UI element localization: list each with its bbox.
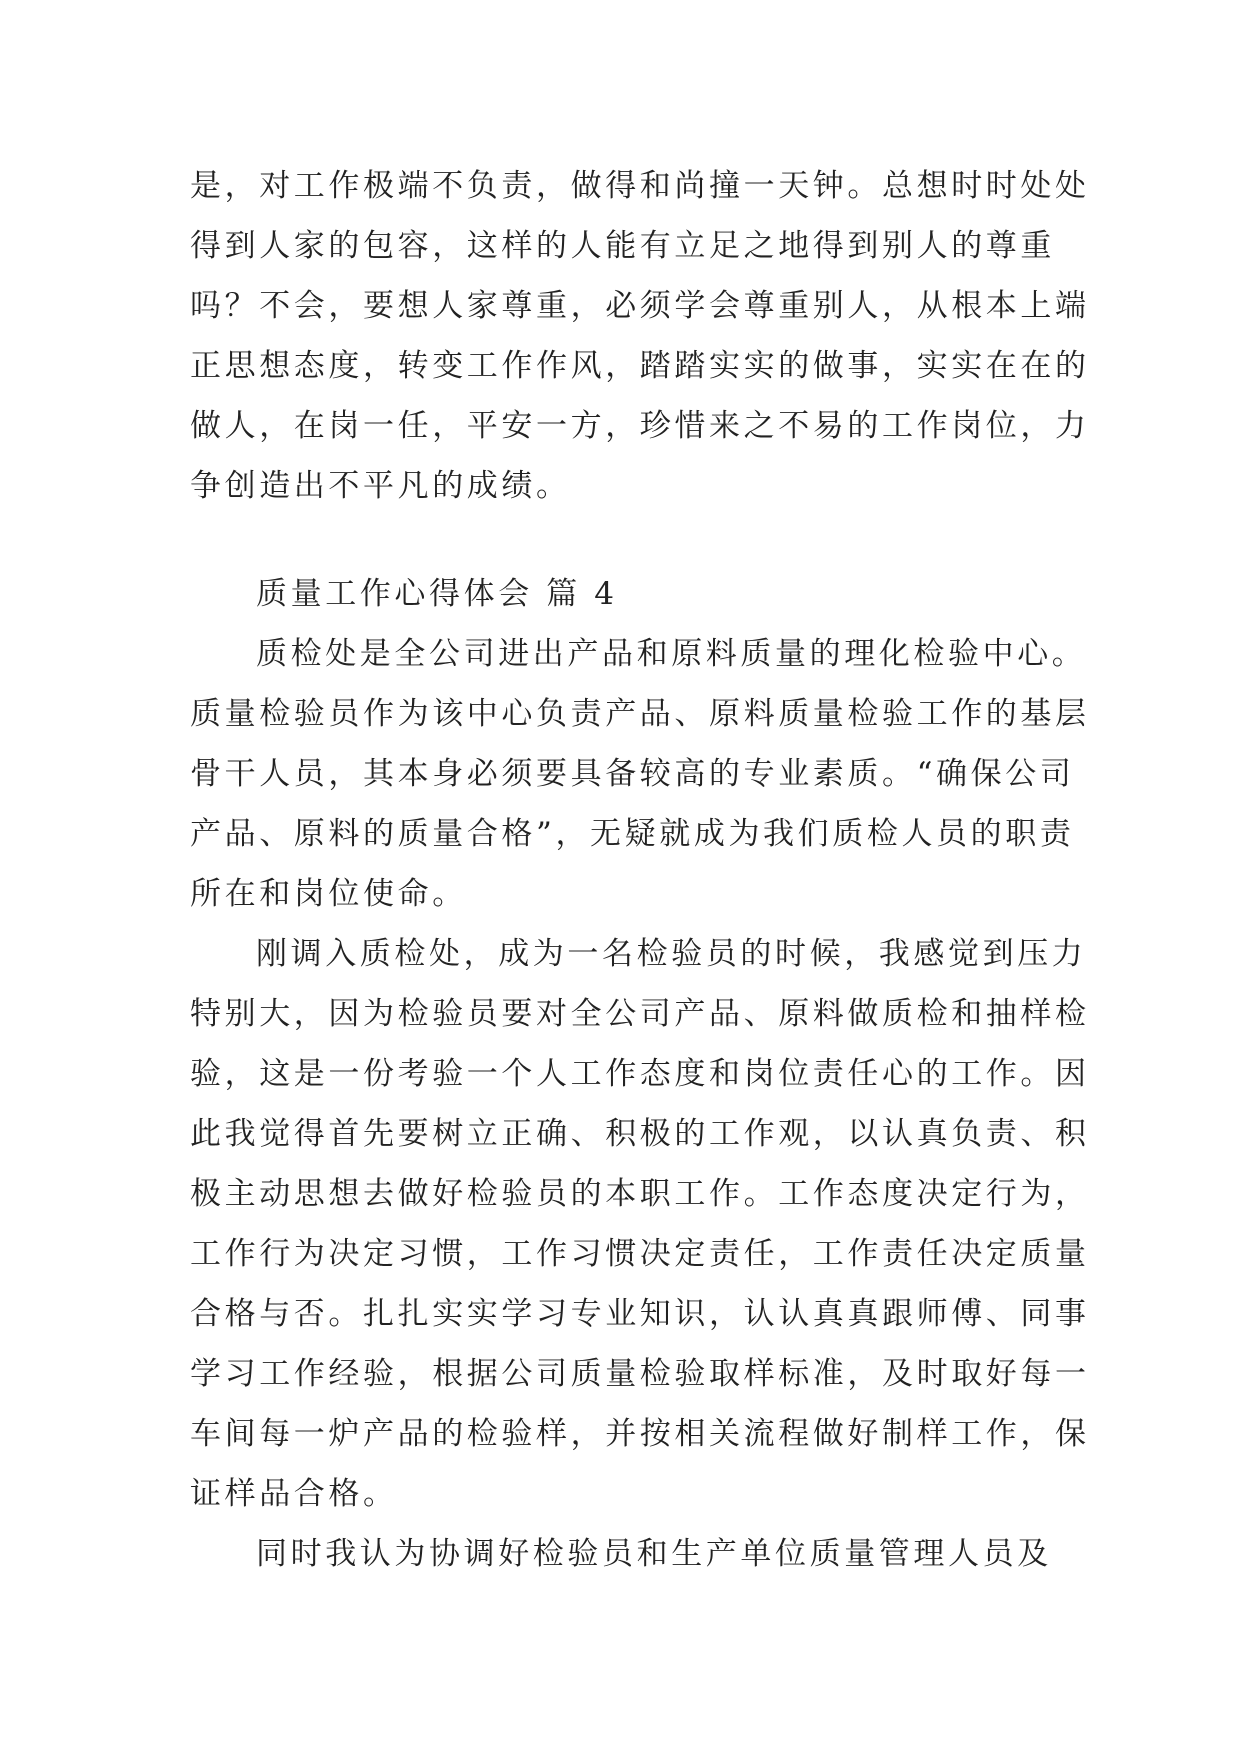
text-line: 所在和岗位使命。 (190, 876, 467, 912)
text-line: 证样品合格。 (190, 1476, 398, 1512)
text-line: 车间每一炉产品的检验样，并按相关流程做好制样工作，保 (190, 1416, 1090, 1452)
text-line: 产品、原料的质量合格”，无疑就成为我们质检人员的职责 (190, 816, 1075, 852)
text-line: 同时我认为协调好检验员和生产单位质量管理人员及 (256, 1536, 1052, 1572)
text-line: 得到人家的包容，这样的人能有立足之地得到别人的尊重 (190, 228, 1055, 264)
text-line: 极主动思想去做好检验员的本职工作。工作态度决定行为， (190, 1176, 1090, 1212)
text-line: 骨干人员，其本身必须要具备较高的专业素质。“确保公司 (190, 756, 1075, 792)
text-line: 特别大，因为检验员要对全公司产品、原料做质检和抽样检 (190, 996, 1090, 1032)
text-line: 正思想态度，转变工作作风，踏踏实实的做事，实实在在的 (190, 348, 1090, 384)
text-line: 争创造出不平凡的成绩。 (190, 468, 571, 504)
text-line: 是，对工作极端不负责，做得和尚撞一天钟。总想时时处处 (190, 168, 1090, 204)
text-line: 质检处是全公司进出产品和原料质量的理化检验中心。 (256, 636, 1087, 672)
text-line: 吗？不会，要想人家尊重，必须学会尊重别人，从根本上端 (190, 288, 1090, 324)
text-line: 做人，在岗一任，平安一方，珍惜来之不易的工作岗位，力 (190, 408, 1090, 444)
section-heading: 质量工作心得体会 篇 4 (256, 576, 618, 612)
text-line: 质量检验员作为该中心负责产品、原料质量检验工作的基层 (190, 696, 1090, 732)
text-line: 刚调入质检处，成为一名检验员的时候，我感觉到压力 (256, 936, 1087, 972)
text-line: 学习工作经验，根据公司质量检验取样标准，及时取好每一 (190, 1356, 1090, 1392)
text-line: 验，这是一份考验一个人工作态度和岗位责任心的工作。因 (190, 1056, 1090, 1092)
text-line: 合格与否。扎扎实实学习专业知识，认认真真跟师傅、同事 (190, 1296, 1090, 1332)
text-line: 此我觉得首先要树立正确、积极的工作观，以认真负责、积 (190, 1116, 1090, 1152)
text-line: 工作行为决定习惯，工作习惯决定责任，工作责任决定质量 (190, 1236, 1090, 1272)
